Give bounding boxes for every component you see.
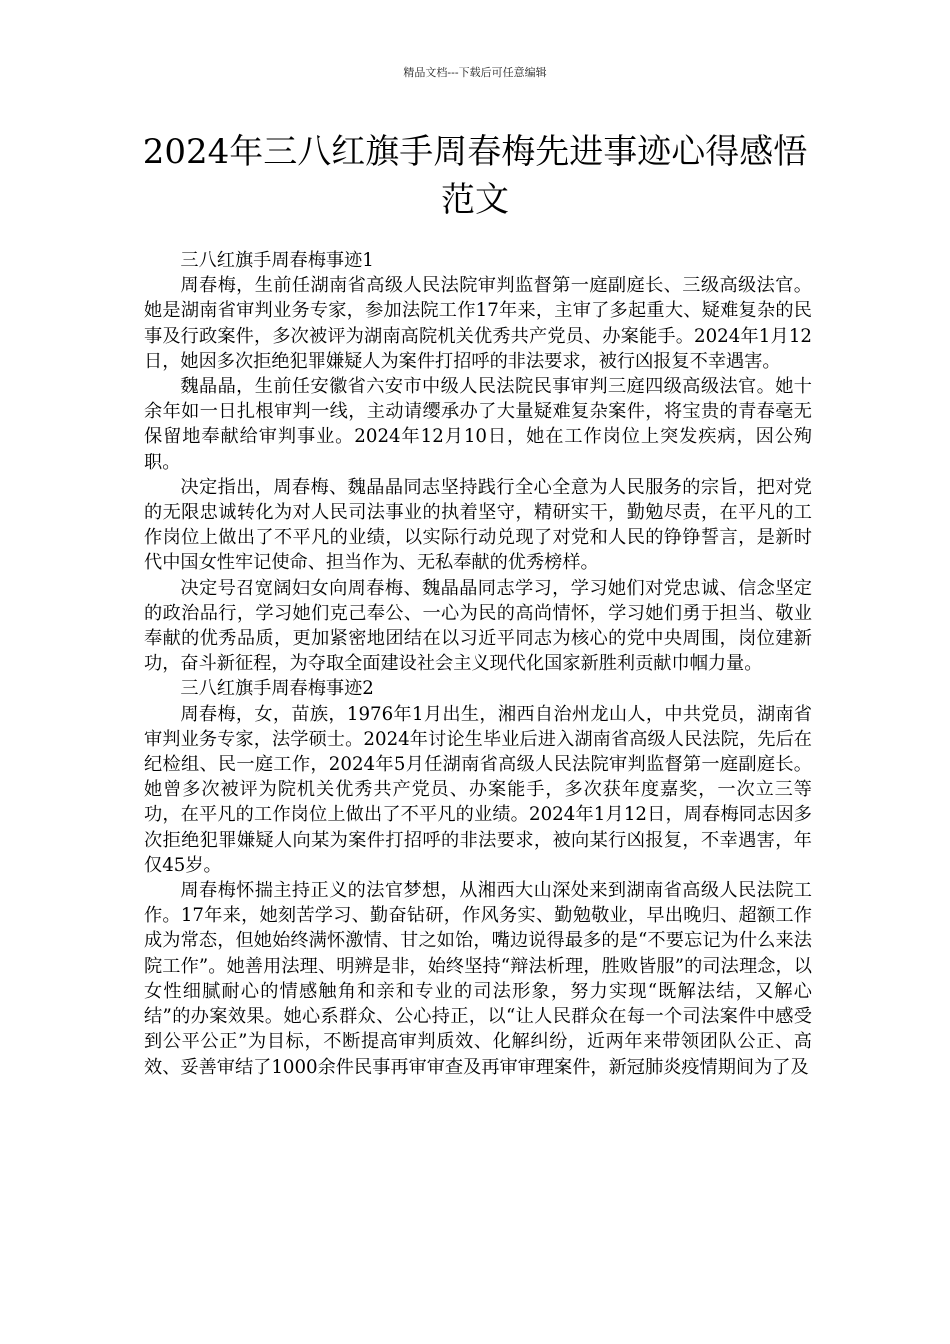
paragraph: 周春梅，生前任湖南省高级人民法院审判监督第一庭副庭长、三级高级法官。她是湖南省审判业务专家，参加法院工作17年来，主审了多起重大、疑难复杂的民事及行政案件，多次被评为湖南高院机关优秀共产党员、办案能手。2024年1月12日，她因多次拒绝犯罪嫌疑人为案件打招呼的非法要求，被行凶报复不幸遇害。 — [144, 275, 812, 372]
paragraph: 决定指出，周春梅、魏晶晶同志坚持践行全心全意为人民服务的宗旨，把对党的无限忠诚转化为对人民司法事业的执着坚守，精研实干，勤勉尽责，在平凡的工作岗位上做出了不平凡的业绩，以实际行动兑现了对党和人民的铮铮誓言，是新时代中国女性牢记使命、担当作为、无私奉献的优秀榜样。 — [144, 476, 812, 574]
paragraph: 周春梅，女，苗族，1976年1月出生，湘西自治州龙山人，中共党员，湖南省审判业务专家，法学硕士。2024年讨论生毕业后进入湖南省高级人民法院，先后在纪检组、民一庭工作，2024年5月任湖南省高级人民法院审判监督第一庭副庭长。她曾多次被评为院机关优秀共产党员、办案能手，多次获年度嘉奖，一次立三等功，在平凡的工作岗位上做出了不平凡的业绩。2024年1月12日，周春梅同志因多次拒绝犯罪嫌疑人向某为案件打招呼的非法要求，被向某行凶报复，不幸遇害，年仅45岁。 — [144, 703, 812, 876]
section-heading-2: 三八红旗手周春梅事迹2 — [180, 678, 374, 700]
paragraph: 决定号召宽阔妇女向周春梅、魏晶晶同志学习，学习她们对党忠诚、信念坚定的政治品行，学习她们克己奉公、一心为民的高尚情怀，学习她们勇于担当、敬业奉献的优秀品质，更加紧密地团结在以习近平同志为核心的党中央周围，岗位建新功，奋斗新征程，为夺取全面建设社会主义现代化国家新胜利贡献巾帼力量。 — [144, 577, 812, 675]
section-heading-1: 三八红旗手周春梅事迹1 — [180, 250, 374, 271]
header-note: 精品文档---下载后可任意编辑 — [403, 66, 547, 79]
document-body — [144, 248, 812, 1080]
paragraph: 魏晶晶，生前任安徽省六安市中级人民法院民事审判三庭四级高级法官。她十余年如一日扎根审判一线，主动请缨承办了大量疑难复杂案件，将宝贵的青春毫无保留地奉献给审判事业。2024年12月10日，她在工作岗位上突发疾病，因公殉职。 — [144, 376, 812, 473]
paragraph: 周春梅怀揣主持正义的法官梦想，从湘西大山深处来到湖南省高级人民法院工作。17年来，她刻苦学习、勤奋钻研，作风务实、勤勉敬业，早出晚归、超额工作成为常态，但她始终满怀激情、甘之如饴，嘴边说得最多的是“不要忘记为什么来法院工作”。她善用法理、明辨是非，始终坚持“辩法析理，胜败皆服”的司法理念，以女性细腻耐心的情感触角和亲和专业的司法形象，努力实现“既解法结，又解心结”的办案效果。她心系群众、公心持正，以“让人民群众在每一个司法案件中感受到公平公正”为目标，不断提高审判质效、化解纠纷，近两年来带领团队公正、高效、妥善审结了1000余件民事再审审查及再审审理案件，新冠肺炎疫情期间为了及 — [144, 880, 812, 1078]
document-title: 2024年三八红旗手周春梅先进事迹心得感悟范文 — [142, 132, 808, 220]
